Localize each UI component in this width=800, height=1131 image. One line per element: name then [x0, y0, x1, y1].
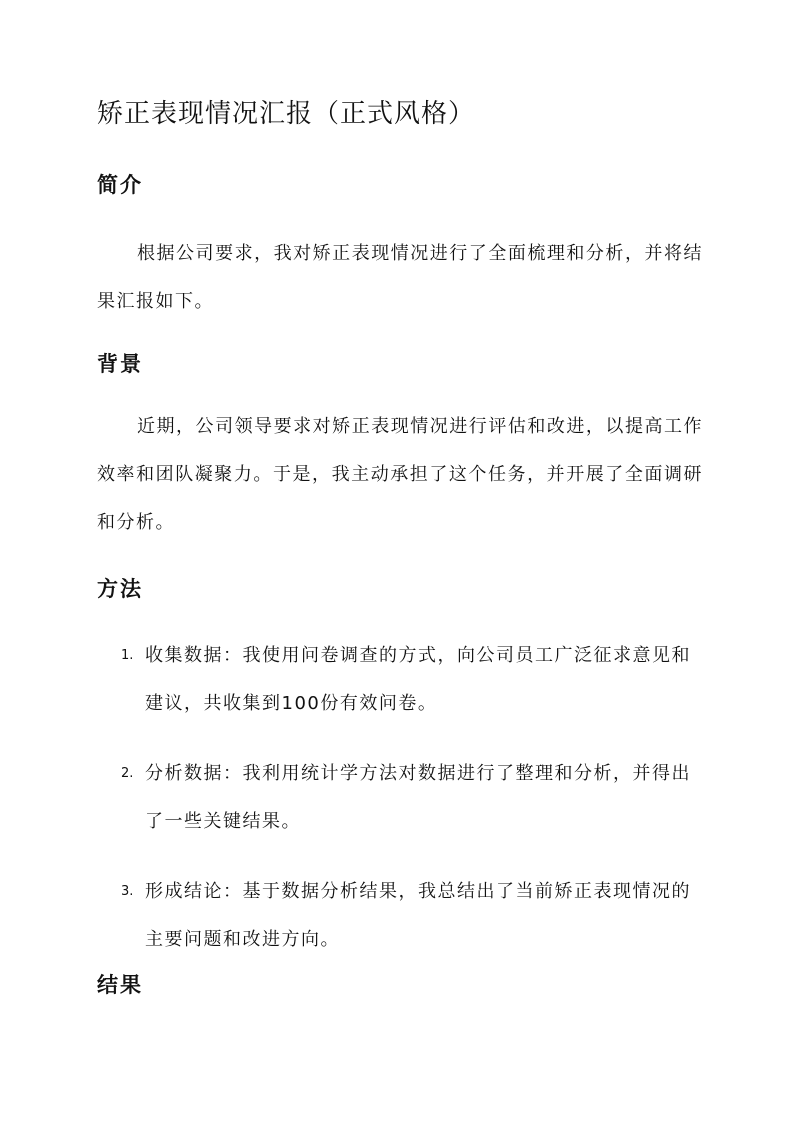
list-item-text: 分析数据：我利用统计学方法对数据进行了整理和分析，并得出了一些关键结果。 [145, 763, 691, 832]
list-item [97, 750, 691, 846]
section-heading-background: 背景 [97, 352, 143, 376]
list-item-text: 收集数据：我使用问卷调查的方式，向公司员工广泛征求意见和建议，共收集到100份有效问卷。 [145, 645, 691, 714]
list-item [97, 632, 691, 728]
section-heading-intro: 简介 [97, 173, 143, 197]
list-item-text: 形成结论：基于数据分析结果，我总结出了当前矫正表现情况的主要问题和改进方向。 [145, 881, 691, 950]
method-list [97, 632, 703, 986]
document-title: 矫正表现情况汇报（正式风格） [97, 99, 476, 129]
list-item-number: 1. [121, 648, 134, 663]
background-paragraph: 近期，公司领导要求对矫正表现情况进行评估和改进，以提高工作效率和团队凝聚力。于是，我主动承担了这个任务，并开展了全面调研和分析。 [97, 416, 703, 533]
intro-paragraph: 根据公司要求，我对矫正表现情况进行了全面梳理和分析，并将结果汇报如下。 [97, 243, 703, 312]
list-item [97, 868, 691, 964]
list-item-number: 2. [121, 766, 134, 781]
section-heading-method: 方法 [97, 577, 143, 601]
list-item-number: 3. [121, 884, 134, 899]
section-heading-results: 结果 [97, 973, 143, 997]
